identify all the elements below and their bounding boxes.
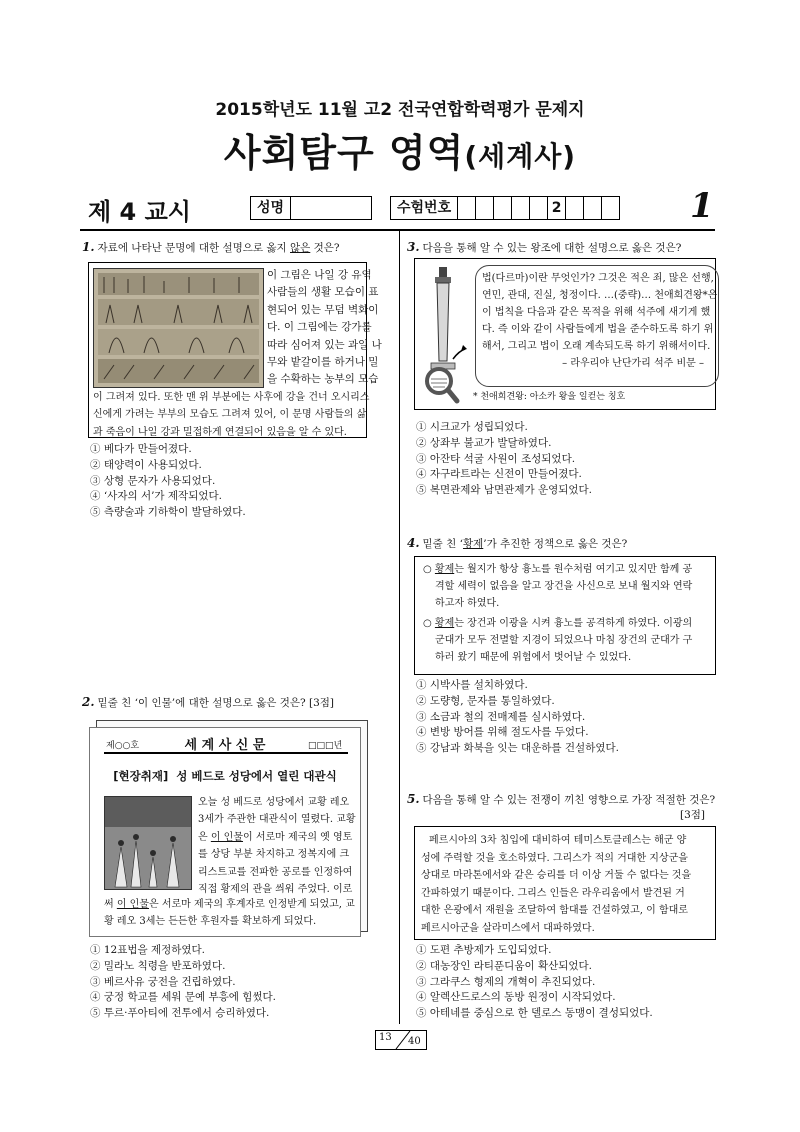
article-underline: 이 인물 [210,831,244,843]
q3-choices [416,420,592,499]
q2-prompt-text: 밑줄 친 ‘ [97,697,138,709]
column-divider [399,231,400,1024]
article-line: 오늘 성 베드로 성당에서 교황 레오 [198,797,350,808]
q1-choices [90,442,246,521]
examno-cell[interactable] [494,197,512,219]
choice-4[interactable]: ④ ‘사자의 서’가 제작되었다. [90,490,222,503]
passage-line: 이 그려져 있다. 또한 맨 위 부분에는 사후에 강을 건너 오시리스 [93,392,370,403]
item-line: 하러 왔기 때문에 위험에서 벗어날 수 있었다. [435,652,632,663]
q2-number: 2. [82,695,95,709]
choice-5[interactable]: ⑤ 측량술과 기하학이 발달하였다. [90,506,246,519]
choice-3[interactable]: ③ 베르사유 궁전을 건립하였다. [90,975,236,988]
passage-line: 이 그림은 나일 강 유역 [267,269,372,281]
subject-sub: (세계사) [464,140,577,173]
paper-date: □□□년 [308,741,343,751]
choice-1[interactable]: ① 12표법을 제정하였다. [90,944,206,956]
article-line: 써 이 인물은 서로마 제국의 후계자로 인정받게 되었고, 교 [104,899,355,910]
q1-passage-side [267,267,382,389]
article-line: 직접 황제의 관을 씌워 주었다. 이로 [198,884,353,896]
footer-total: 40 [408,1036,421,1047]
choice-1[interactable]: ① 도편 추방제가 도입되었다. [416,944,552,956]
q4-item-2 [423,615,713,666]
examno-cell[interactable] [458,197,476,219]
choice-5[interactable]: ⑤ 강남과 화북을 잇는 대운하를 건설하였다. [416,742,619,755]
examno-cell[interactable] [476,197,494,219]
q4-prompt-tail: ’가 추진한 정책으로 옳은 것은? [483,538,628,550]
item-line: 는 장건과 이광을 시켜 흉노를 공격하게 하였다. 이광의 [454,618,693,629]
paper-title: 세 계 사 신 문 [184,738,266,753]
passage-line: 페르시아의 3차 침입에 대비하여 테미스토클레스는 해군 양 [429,835,687,846]
examno-label: 수험번호 [391,197,458,219]
q3-footnote: * 천애희견왕: 아소카 왕을 일컫는 칭호 [473,392,626,402]
q1-prompt-tail: 것은? [310,242,340,254]
bubble-line: 이 법칙을 다음과 같은 목적을 위해 석주에 새기게 했 [482,307,711,318]
q1-passage-box [88,262,382,438]
passage-line: 간파하였기 때문이다. 그리스 인들은 라우리움에서 발견된 거 [421,887,685,899]
article-line: 은 이 인물이 서로마 제국의 옛 영토 [198,831,353,843]
q3-number: 3. [407,240,420,254]
paper-headline [90,768,360,784]
passage-line: 성에 주력할 것을 호소하였다. 그리스가 적의 거대한 지상군을 [421,852,688,864]
q3-prompt [407,240,717,256]
choice-3[interactable]: ③ 상형 문자가 사용되었다. [90,474,216,487]
passage-line: 무와 밭갈이를 하거나 밀 [267,356,379,369]
item-bullet: ○ [423,564,435,575]
pillar-illustration [417,261,477,407]
speech-bubble [475,265,719,387]
q1-passage-tail [93,389,370,441]
q4-passage-box [414,556,716,675]
page-number: 1 [690,186,714,226]
q5-passage-box [414,826,716,940]
passage-line: 을 수확하는 농부의 모습 [267,373,379,386]
passage-line: 과 죽음이 나일 강과 밀접하게 연결되어 있음을 알 수 있다. [93,426,347,438]
passage-line: 다. 이 그림에는 강가를 [267,321,372,334]
q2-prompt-underline: 이 인물 [137,697,172,709]
q5-number: 5. [407,792,420,806]
choice-3[interactable]: ③ 아잔타 석굴 사원이 조성되었다. [416,452,576,465]
q5-points: [3점] [680,809,706,821]
choice-1[interactable]: ① 시박사를 설치하였다. [416,679,528,691]
item-line: 하고자 하였다. [435,598,500,609]
choice-3[interactable]: ③ 그라쿠스 형제의 개혁이 추진되었다. [416,975,596,988]
period-label: 제 4 교시 [88,198,191,226]
choice-4[interactable]: ④ 변방 방어를 위해 절도사를 두었다. [416,726,589,739]
q3-prompt-text: 다음을 통해 알 수 있는 왕조에 대한 설명으로 옳은 것은? [422,242,682,254]
q5-prompt [407,792,717,808]
q4-prompt-underline: 황제 [462,538,484,550]
article-tail [104,896,354,931]
bubble-line: 연민, 관대, 진실, 청정이다. …(중략)… 천애희견왕*은 [482,290,718,301]
choice-4[interactable]: ④ 알렉산드로스의 동방 원정이 시작되었다. [416,991,616,1004]
choice-5[interactable]: ⑤ 복면관제와 남면관제가 운영되었다. [416,484,592,497]
choice-1[interactable]: ① 베다가 만들어졌다. [90,443,192,455]
q2-prompt-tail: ’에 대한 설명으로 옳은 것은? [3점] [171,697,335,709]
name-label: 성명 [251,197,291,219]
q5-choices [416,943,653,1022]
choice-3[interactable]: ③ 소금과 철의 전매제를 실시하였다. [416,710,586,723]
q3-passage-box [414,258,716,410]
passage-line: 따라 심어져 있는 과일 나 [267,338,382,351]
tomb-mural-image [93,268,264,388]
name-field[interactable] [291,197,371,219]
q4-choices [416,678,619,757]
page-footer [375,1030,427,1050]
header-rule [80,229,715,231]
subject-title [0,122,800,177]
item-line: 격할 세력이 없음을 알고 장건을 사신으로 보내 월지와 연락 [435,581,693,592]
choice-2[interactable]: ② 태양력이 사용되었다. [90,458,202,471]
article-line: 3세가 주관한 대관식이 열렸다. 교황 [198,814,356,826]
q1-number: 1. [82,240,95,254]
paper-issue: 제○○호 [106,741,140,751]
q1-prompt-text: 자료에 나타난 문명에 대한 설명으로 옳지 [97,242,290,254]
choice-2[interactable]: ② 상좌부 불교가 발달하였다. [416,436,552,449]
examno-box [390,196,620,220]
name-box [250,196,372,220]
examno-cell[interactable] [602,197,619,219]
q1-prompt-underline: 않은 [290,242,311,254]
passage-line: 현되어 있는 무덤 벽화이 [267,303,379,316]
item-line: 군대가 모두 전멸할 지경이 되었으나 마침 장건의 군대가 구 [435,635,693,646]
headline-tag: [현장취재] [113,769,169,783]
passage-line: 신에게 가려는 부부의 모습도 그려져 있어, 이 문명 사람들의 삶 [93,409,367,421]
item-line: 는 월지가 항상 흉노를 원수처럼 여기고 있지만 함께 공 [454,564,693,575]
article-line: 를 상당 부분 차지하고 정복지에 크 [198,849,350,861]
bubble-line: 법(다르마)이란 무엇인가? 그것은 적은 죄, 많은 선행, [482,273,714,284]
tomb-mural-illustration [94,269,263,387]
choice-4[interactable]: ④ 자구라트라는 신전이 만들어졌다. [416,468,582,481]
choice-4[interactable]: ④ 궁정 학교를 세워 문예 부흥에 힘썼다. [90,991,277,1004]
exam-title: 2015학년도 11월 고2 전국연합학력평가 문제지 [215,100,585,120]
paper-rule [104,752,348,754]
passage-line: 사람들의 생활 모습이 표 [267,286,379,299]
q4-prompt [407,536,717,552]
article-underline: 이 인물 [116,899,150,910]
examno-cell[interactable]: 2 [548,197,566,219]
examno-cell[interactable] [584,197,602,219]
choice-5[interactable]: ⑤ 투르·푸아티에 전투에서 승리하였다. [90,1007,270,1020]
passage-line: 대한 은광에서 재원을 조달하여 함대를 건설하였고, 이 함대로 [421,905,688,916]
examno-cell[interactable] [566,197,584,219]
bubble-line: 해서, 그리고 법이 오래 계속되도록 하기 위해서이다. [482,341,711,352]
footer-page: 13 [379,1032,392,1043]
q1-prompt [82,240,397,256]
item-underline: 황제 [434,618,455,629]
choice-5[interactable]: ⑤ 아테네를 중심으로 한 델로스 동맹이 결성되었다. [416,1007,653,1020]
headline-text: 성 베드로 성당에서 열린 대관식 [176,769,337,783]
q4-number: 4. [407,536,420,550]
passage-line: 상대로 마라톤에서와 같은 승리를 더 이상 거둘 수 없다는 것을 [421,870,692,881]
coronation-image [104,796,192,890]
article-line: 황 레오 3세는 든든한 후원자를 확보하게 되었다. [104,916,317,928]
q2-choices [90,943,276,1022]
newspaper [96,720,368,932]
subject-main: 사회탐구 영역 [223,131,465,175]
choice-2[interactable]: ② 대농장인 라티푼디움이 확산되었다. [416,959,592,972]
examno-cell[interactable] [530,197,548,219]
bubble-source: – 라우리야 난단가리 석주 비문 – [562,358,704,369]
q4-item-1 [423,561,713,612]
q5-prompt-text: 다음을 통해 알 수 있는 전쟁이 끼친 영향으로 가장 적절한 것은? [422,794,716,806]
choice-1[interactable]: ① 시크교가 성립되었다. [416,421,528,433]
q5-passage [421,832,713,937]
item-bullet: ○ [423,618,435,629]
bubble-line: 다. 즉 이와 같이 사람들에게 법을 준수하도록 하기 위 [482,324,714,335]
choice-2[interactable]: ② 밀라노 칙령을 반포하였다. [90,959,226,972]
passage-line: 페르시아군을 살라미스에서 대파하였다. [421,922,595,934]
item-underline: 황제 [434,564,455,575]
choice-2[interactable]: ② 도량형, 문자를 통일하였다. [416,694,555,707]
newspaper-page [89,727,361,937]
article-side [198,794,354,898]
q2-prompt [82,695,397,711]
examno-cell[interactable] [512,197,530,219]
coronation-illustration [105,797,191,889]
article-line: 리스트교를 전파한 공로를 인정하여 [198,866,353,878]
q4-prompt-text: 밑줄 친 ‘ [422,538,463,550]
